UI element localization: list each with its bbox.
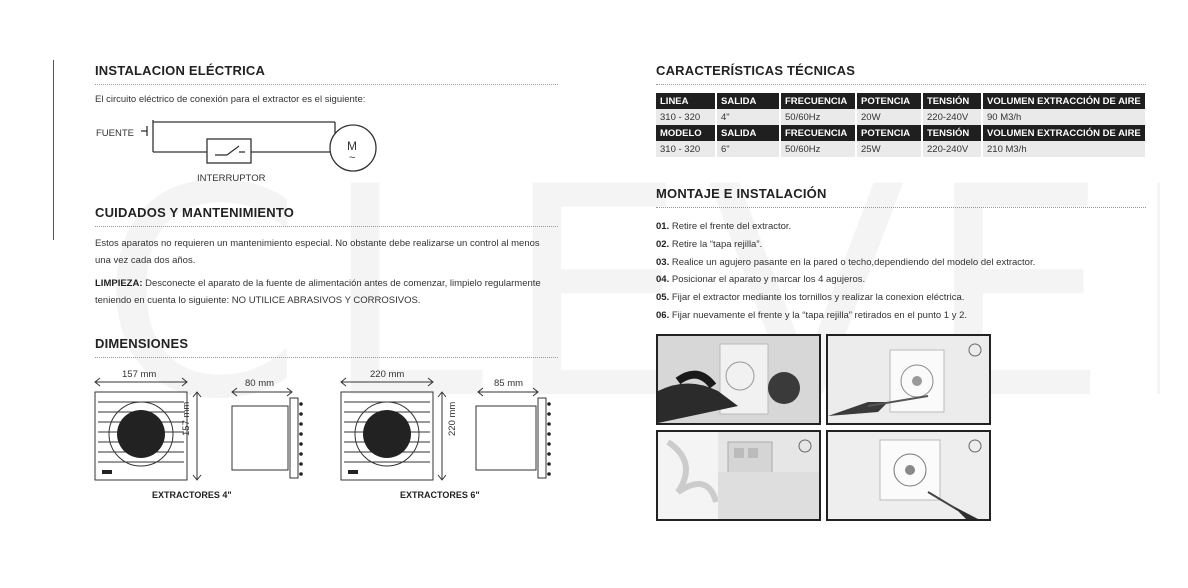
section-title-cuidados: CUIDADOS Y MANTENIMIENTO [95, 205, 295, 220]
step-text: Fijar el extractor mediante los tornillos y realizar la conexion eléctrica. [669, 292, 965, 304]
fuente-label: FUENTE [96, 128, 134, 139]
step-number: 06. [656, 309, 670, 321]
cuidados-para1-line1: Estos aparatos no requieren un mantenimiento especial. No obstante debe realizarse un control al menos [95, 238, 540, 249]
spec-header-row [656, 125, 1146, 141]
section-title-caracteristicas: CARACTERÍSTICAS TÉCNICAS [656, 63, 856, 78]
step-text: Retire la “tapa rejilla”. [669, 238, 763, 250]
step-item [656, 218, 1035, 236]
limpieza-label: LIMPIEZA: [95, 278, 143, 289]
interruptor-label: INTERRUPTOR [197, 173, 266, 184]
spec-header-row [656, 93, 1146, 109]
fan6-depth: 85 mm [494, 378, 524, 389]
cell: 20W [856, 109, 922, 125]
cell: 50/60Hz [780, 109, 856, 125]
step-item [656, 289, 1035, 307]
cell: FRECUENCIA [780, 125, 856, 141]
step-item [656, 271, 1035, 289]
cell: 25W [856, 141, 922, 157]
margin-line [53, 60, 54, 240]
cell: FRECUENCIA [780, 93, 856, 109]
cuidados-para2-line2: teniendo en cuenta lo siguiente: NO UTILICE ABRASIVOS Y CORROSIVOS. [95, 295, 421, 306]
fan6-caption: EXTRACTORES 6" [400, 490, 480, 500]
step-text: Retire el frente del extractor. [669, 221, 792, 232]
step-number: 03. [656, 256, 670, 268]
cell: 6" [716, 141, 780, 157]
fan4-caption: EXTRACTORES 4" [152, 490, 232, 500]
section-title-montaje: MONTAJE E INSTALACIÓN [656, 186, 827, 201]
cell: SALIDA [716, 125, 780, 141]
divider [95, 226, 558, 227]
divider [656, 84, 1146, 85]
step-number: 02. [656, 238, 670, 250]
fan4-width: 157 mm [122, 369, 157, 380]
instalacion-intro: El circuito eléctrico de conexión para el extractor es el siguiente: [95, 94, 366, 105]
limpieza-text: Desconecte el aparato de la fuente de alimentación antes de comenzar, limpielo regularmente [142, 278, 541, 289]
step-number: 04. [656, 274, 670, 286]
cell: TENSIÓN [922, 125, 982, 141]
step-text: Fijar nuevamente el frente y la “tapa rejilla” retirados en el punto 1 y 2. [669, 309, 968, 321]
fan4-depth: 80 mm [245, 378, 275, 389]
fan6-height: 220 mm [447, 401, 458, 436]
fan4-height: 157 mm [181, 401, 192, 436]
photo-step-1 [656, 334, 821, 425]
spec-row [656, 109, 1146, 125]
step-text: Realice un agujero pasante en la pared o techo,dependiendo del modelo del extractor. [669, 256, 1036, 268]
cell: VOLUMEN EXTRACCIÓN DE AIRE [982, 125, 1146, 141]
cell: 310 - 320 [656, 109, 716, 125]
cell: 4" [716, 109, 780, 125]
motor-sub: ~ [349, 152, 356, 164]
section-title-instalacion: INSTALACION ELÉCTRICA [95, 63, 266, 78]
cell: 210 M3/h [982, 141, 1146, 157]
divider [95, 84, 558, 85]
cuidados-para2-line1 [95, 275, 541, 292]
cell: VOLUMEN EXTRACCIÓN DE AIRE [982, 93, 1146, 109]
spec-table [656, 93, 1147, 157]
step-item [656, 236, 1035, 254]
step-item [656, 307, 1035, 325]
cell: 90 M3/h [982, 109, 1146, 125]
cell: 310 - 320 [656, 141, 716, 157]
cell: LINEA [656, 93, 716, 109]
cell: 220-240V [922, 109, 982, 125]
cell: TENSIÓN [922, 93, 982, 109]
cell: 50/60Hz [780, 141, 856, 157]
spec-row [656, 141, 1146, 157]
step-number: 05. [656, 292, 670, 304]
step-number: 01. [656, 221, 670, 232]
step-text: Posicionar el aparato y marcar los 4 agujeros. [669, 274, 866, 286]
fan6-width: 220 mm [370, 369, 405, 380]
divider [656, 207, 1146, 208]
cell: POTENCIA [856, 93, 922, 109]
cell: 220-240V [922, 141, 982, 157]
steps-list [656, 218, 1035, 325]
cell: MODELO [656, 125, 716, 141]
photo-step-4 [826, 430, 991, 521]
section-title-dimensiones: DIMENSIONES [95, 336, 189, 351]
photo-step-2 [826, 334, 991, 425]
step-item [656, 254, 1035, 272]
photo-step-3 [656, 430, 821, 521]
cuidados-para1-line2: una vez cada dos años. [95, 255, 196, 266]
motor-label: M [347, 139, 357, 153]
cell: SALIDA [716, 93, 780, 109]
divider [95, 357, 558, 358]
cell: POTENCIA [856, 125, 922, 141]
fan-4-drawing [92, 372, 312, 484]
